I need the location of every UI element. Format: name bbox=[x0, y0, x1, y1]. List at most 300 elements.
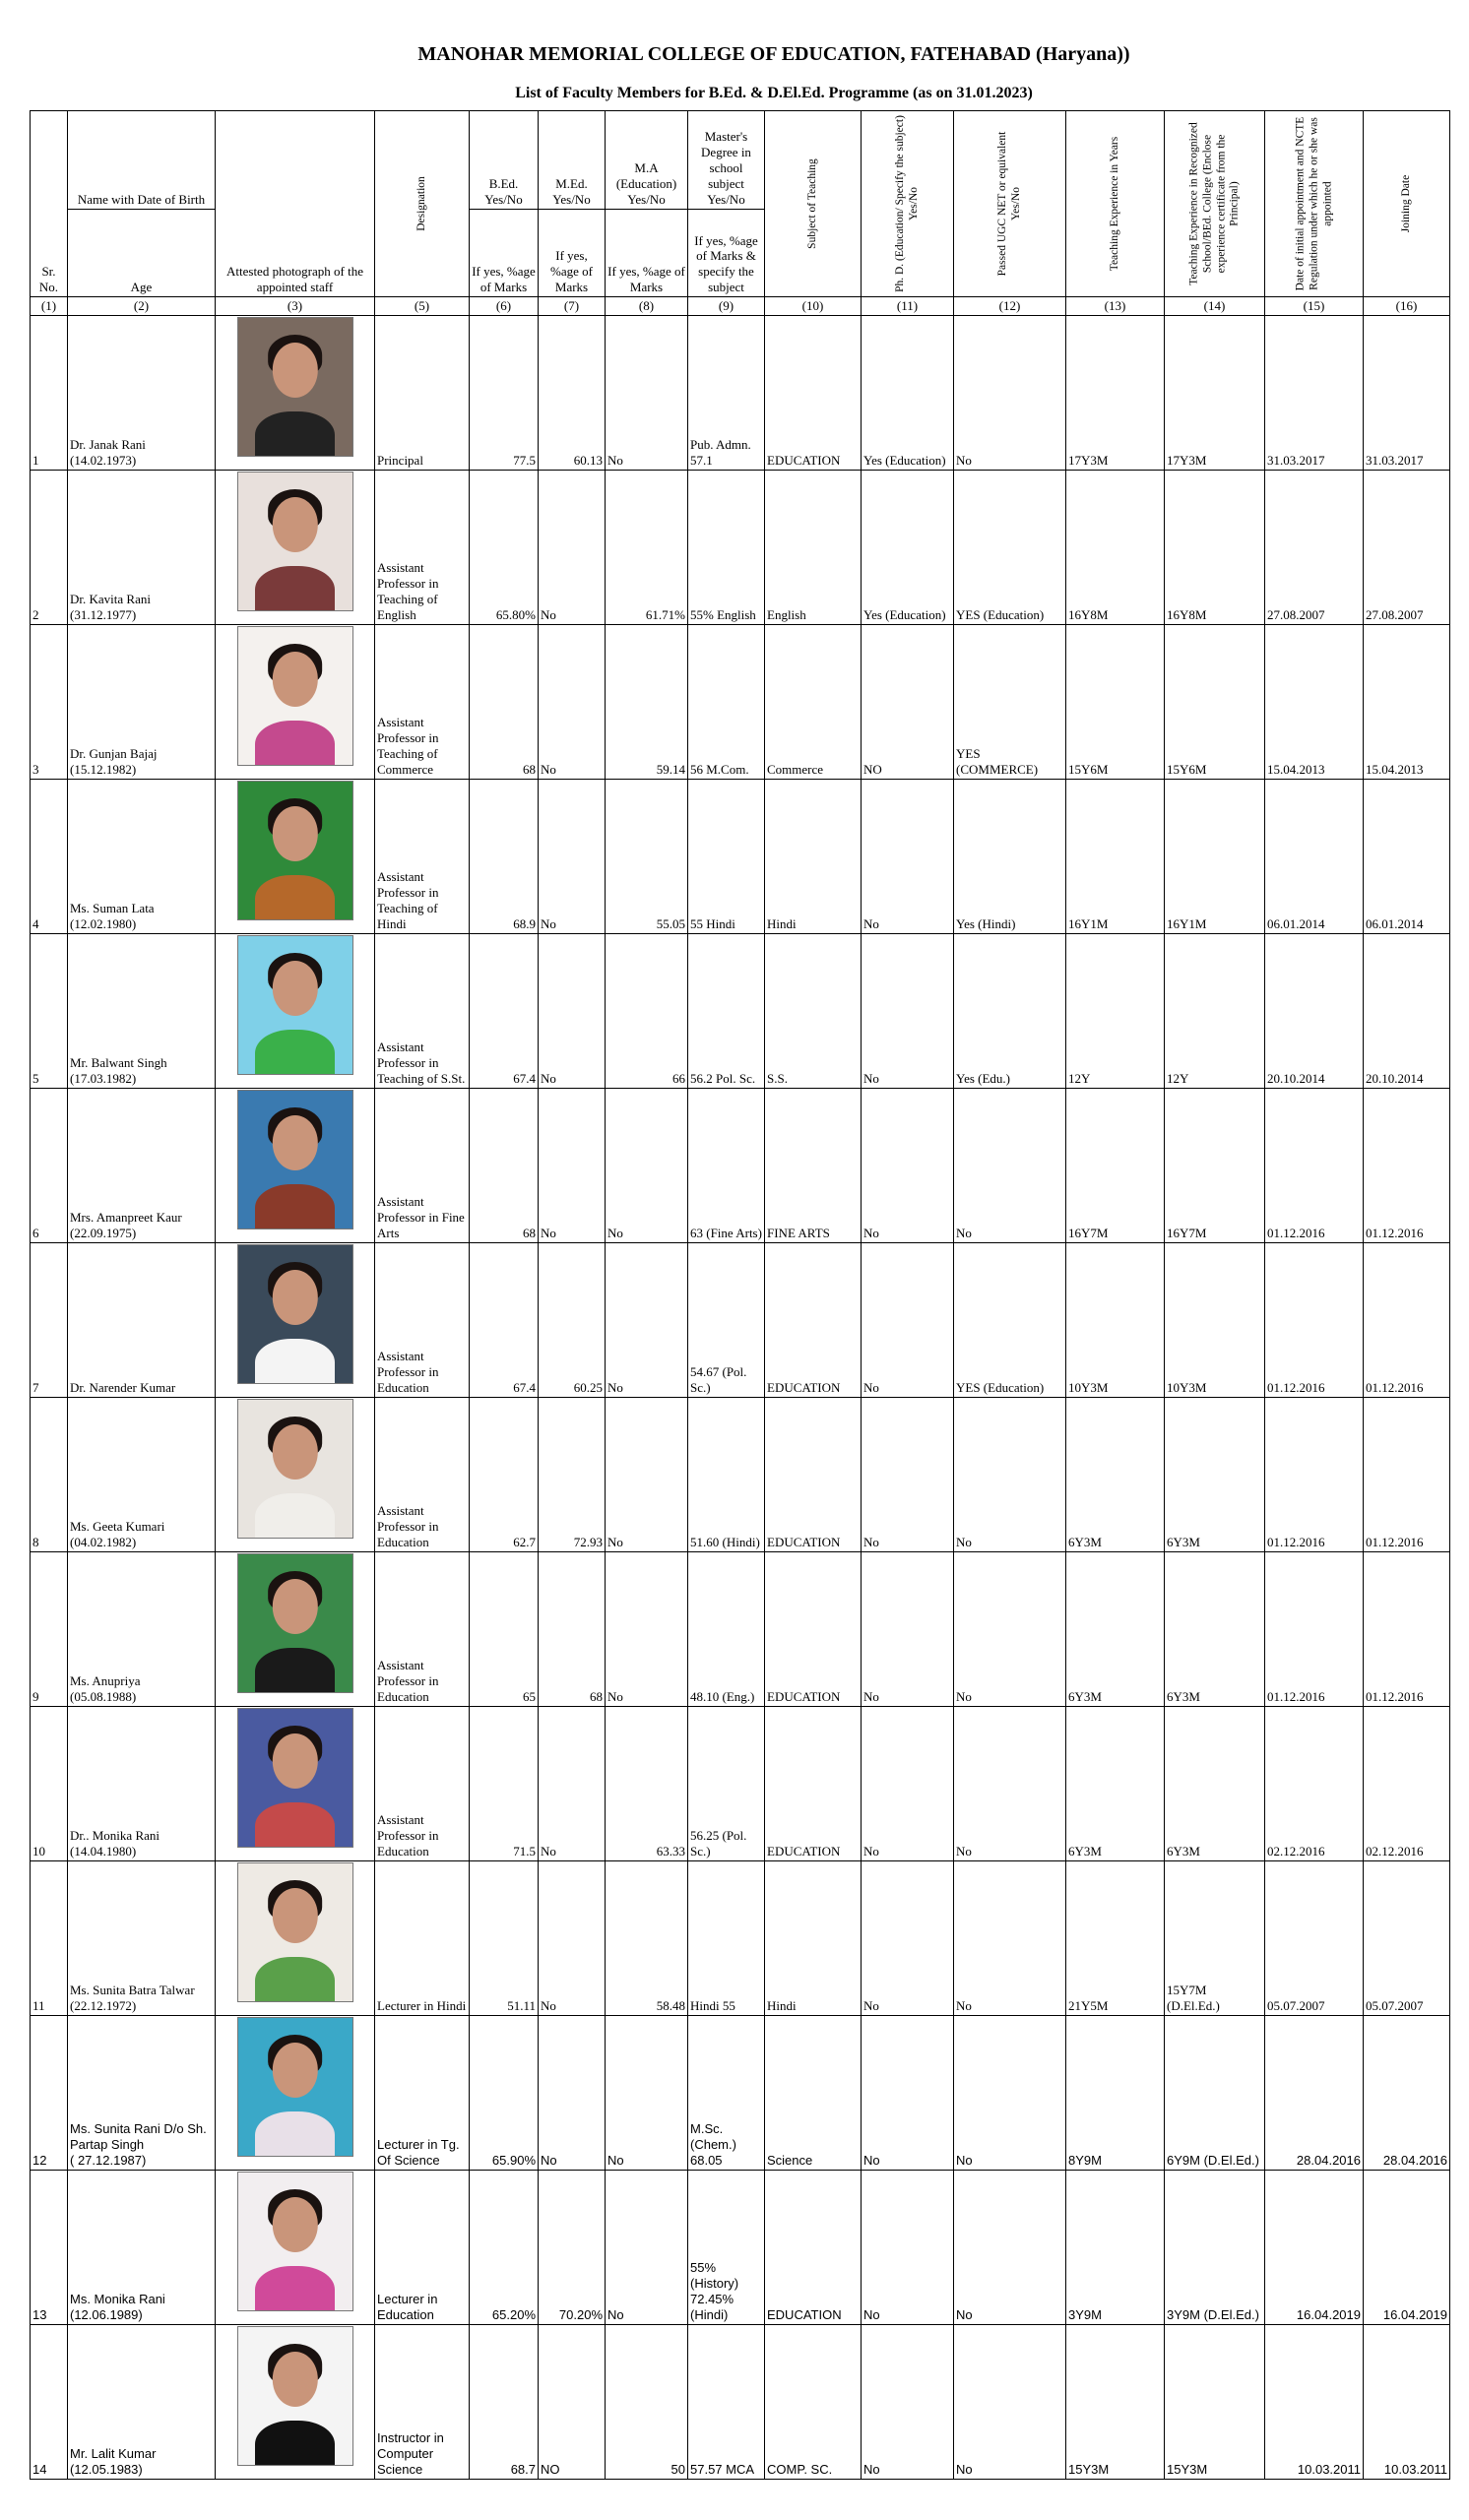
joining-date: 06.01.2014 bbox=[1364, 779, 1450, 933]
column-number: (2) bbox=[68, 297, 216, 316]
column-number: (1) bbox=[31, 297, 68, 316]
joining-date: 01.12.2016 bbox=[1364, 1242, 1450, 1397]
column-number: (6) bbox=[470, 297, 539, 316]
masters-degree: 57.57 MCA bbox=[688, 2324, 765, 2479]
staff-photo bbox=[237, 2326, 353, 2466]
table-row bbox=[31, 624, 1450, 779]
experience-school: 16Y8M bbox=[1165, 470, 1265, 624]
staff-dob: (15.12.1982) bbox=[70, 762, 137, 777]
joining-date: 01.12.2016 bbox=[1364, 1088, 1450, 1242]
experience-school: 6Y9M (D.El.Ed.) bbox=[1165, 2015, 1265, 2170]
staff-photo bbox=[237, 472, 353, 611]
joining-date: 27.08.2007 bbox=[1364, 470, 1450, 624]
staff-name-cell bbox=[68, 1706, 216, 1860]
photo-cell bbox=[216, 1551, 375, 1706]
photo-cell bbox=[216, 470, 375, 624]
staff-dob: (22.09.1975) bbox=[70, 1226, 137, 1240]
med-marks: No bbox=[539, 1706, 606, 1860]
table-row bbox=[31, 2015, 1450, 2170]
subject: English bbox=[765, 470, 862, 624]
photo-cell bbox=[216, 624, 375, 779]
staff-dob: (14.02.1973) bbox=[70, 453, 137, 468]
med-marks: NO bbox=[539, 2324, 606, 2479]
med-marks: No bbox=[539, 933, 606, 1088]
column-number: (16) bbox=[1364, 297, 1450, 316]
header-subject: Subject of Teaching bbox=[765, 111, 862, 297]
bed-marks: 65 bbox=[470, 1551, 539, 1706]
masters-degree: Pub. Admn. 57.1 bbox=[688, 315, 765, 470]
initial-appointment: 20.10.2014 bbox=[1265, 933, 1364, 1088]
experience: 21Y5M bbox=[1066, 1860, 1165, 2015]
bed-marks: 65.20% bbox=[470, 2170, 539, 2324]
page-title: MANOHAR MEMORIAL COLLEGE OF EDUCATION, FATEHABAD (Haryana)) bbox=[417, 43, 1130, 65]
sr-number: 12 bbox=[31, 2015, 68, 2170]
staff-name: Dr. Janak Rani bbox=[70, 437, 146, 453]
med-marks: No bbox=[539, 779, 606, 933]
table-row bbox=[31, 779, 1450, 933]
phd: Yes (Education) bbox=[862, 315, 954, 470]
header-masters: Master's Degree in school subject Yes/No bbox=[688, 111, 765, 210]
sr-number: 8 bbox=[31, 1397, 68, 1551]
masters-degree: 56.2 Pol. Sc. bbox=[688, 933, 765, 1088]
staff-name: Ms. Anupriya bbox=[70, 1673, 141, 1689]
sr-number: 13 bbox=[31, 2170, 68, 2324]
table-row bbox=[31, 2324, 1450, 2479]
experience-school: 15Y3M bbox=[1165, 2324, 1265, 2479]
designation: Assistant Professor in Teaching of S.St. bbox=[375, 933, 470, 1088]
sr-number: 3 bbox=[31, 624, 68, 779]
subject: EDUCATION bbox=[765, 1397, 862, 1551]
phd: No bbox=[862, 2324, 954, 2479]
designation: Instructor in Computer Science bbox=[375, 2324, 470, 2479]
column-number: (12) bbox=[954, 297, 1066, 316]
experience-school: 6Y3M bbox=[1165, 1397, 1265, 1551]
staff-photo bbox=[237, 2017, 353, 2157]
staff-name: Ms. Sunita Batra Talwar bbox=[70, 1983, 195, 1998]
staff-name: Mr. Lalit Kumar bbox=[70, 2446, 157, 2462]
staff-dob: (22.12.1972) bbox=[70, 1998, 137, 2013]
net: YES (Education) bbox=[954, 470, 1066, 624]
subject: EDUCATION bbox=[765, 1706, 862, 1860]
designation: Assistant Professor in Teaching of English bbox=[375, 470, 470, 624]
net: No bbox=[954, 1088, 1066, 1242]
photo-cell bbox=[216, 1242, 375, 1397]
ma-marks: 63.33 bbox=[606, 1706, 688, 1860]
phd: No bbox=[862, 1397, 954, 1551]
designation: Assistant Professor in Education bbox=[375, 1397, 470, 1551]
sr-number: 2 bbox=[31, 470, 68, 624]
experience: 3Y9M bbox=[1066, 2170, 1165, 2324]
masters-degree: M.Sc. (Chem.) 68.05 bbox=[688, 2015, 765, 2170]
header-net: Passed UGC NET or equivalent Yes/No bbox=[954, 111, 1066, 297]
subject: Hindi bbox=[765, 1860, 862, 2015]
med-marks: 68 bbox=[539, 1551, 606, 1706]
designation: Principal bbox=[375, 315, 470, 470]
experience: 17Y3M bbox=[1066, 315, 1165, 470]
ma-marks: No bbox=[606, 1551, 688, 1706]
bed-marks: 65.90% bbox=[470, 2015, 539, 2170]
med-marks: 60.25 bbox=[539, 1242, 606, 1397]
med-marks: 70.20% bbox=[539, 2170, 606, 2324]
net: No bbox=[954, 1551, 1066, 1706]
header-ma-sub: If yes, %age of Marks bbox=[606, 209, 688, 296]
ma-marks: No bbox=[606, 1088, 688, 1242]
staff-name: Dr.. Monika Rani bbox=[70, 1828, 160, 1844]
initial-appointment: 16.04.2019 bbox=[1265, 2170, 1364, 2324]
designation: Lecturer in Tg. Of Science bbox=[375, 2015, 470, 2170]
staff-name-cell bbox=[68, 779, 216, 933]
sr-number: 5 bbox=[31, 933, 68, 1088]
net: Yes (Edu.) bbox=[954, 933, 1066, 1088]
initial-appointment: 01.12.2016 bbox=[1265, 1551, 1364, 1706]
ma-marks: 55.05 bbox=[606, 779, 688, 933]
joining-date: 20.10.2014 bbox=[1364, 933, 1450, 1088]
staff-photo bbox=[237, 1244, 353, 1384]
sr-number: 9 bbox=[31, 1551, 68, 1706]
masters-degree: 63 (Fine Arts) bbox=[688, 1088, 765, 1242]
header-med: M.Ed. Yes/No bbox=[539, 111, 606, 210]
header-phd: Ph. D. (Education/ Specify the subject) Yes/No bbox=[862, 111, 954, 297]
net: YES (COMMERCE) bbox=[954, 624, 1066, 779]
staff-photo bbox=[237, 1553, 353, 1693]
joining-date: 16.04.2019 bbox=[1364, 2170, 1450, 2324]
sr-number: 1 bbox=[31, 315, 68, 470]
column-number: (9) bbox=[688, 297, 765, 316]
ma-marks: No bbox=[606, 1242, 688, 1397]
subject: COMP. SC. bbox=[765, 2324, 862, 2479]
initial-appointment: 10.03.2011 bbox=[1265, 2324, 1364, 2479]
photo-cell bbox=[216, 1397, 375, 1551]
table-row bbox=[31, 1242, 1450, 1397]
phd: No bbox=[862, 1088, 954, 1242]
header-bed: B.Ed. Yes/No bbox=[470, 111, 539, 210]
table-row bbox=[31, 1860, 1450, 2015]
staff-dob: (12.06.1989) bbox=[70, 2307, 143, 2322]
subject: Commerce bbox=[765, 624, 862, 779]
staff-name: Ms. Sunita Rani D/o Sh. Partap Singh bbox=[70, 2121, 207, 2153]
column-number: (14) bbox=[1165, 297, 1265, 316]
staff-name-cell bbox=[68, 624, 216, 779]
experience: 16Y1M bbox=[1066, 779, 1165, 933]
ma-marks: No bbox=[606, 315, 688, 470]
header-exp: Teaching Experience in Years bbox=[1066, 111, 1165, 297]
experience-school: 3Y9M (D.El.Ed.) bbox=[1165, 2170, 1265, 2324]
masters-degree: 51.60 (Hindi) bbox=[688, 1397, 765, 1551]
column-number: (7) bbox=[539, 297, 606, 316]
staff-photo bbox=[237, 1862, 353, 2002]
masters-degree: 55% English bbox=[688, 470, 765, 624]
net: Yes (Hindi) bbox=[954, 779, 1066, 933]
staff-name-cell bbox=[68, 933, 216, 1088]
phd: No bbox=[862, 2170, 954, 2324]
med-marks: No bbox=[539, 2015, 606, 2170]
header-sr: Sr. No. bbox=[31, 111, 68, 297]
phd: No bbox=[862, 933, 954, 1088]
initial-appointment: 05.07.2007 bbox=[1265, 1860, 1364, 2015]
med-marks: No bbox=[539, 1860, 606, 2015]
header-initial: Date of initial appointment and NCTE Regulation under which he or she was appointed bbox=[1265, 111, 1364, 297]
initial-appointment: 01.12.2016 bbox=[1265, 1088, 1364, 1242]
initial-appointment: 15.04.2013 bbox=[1265, 624, 1364, 779]
bed-marks: 68.9 bbox=[470, 779, 539, 933]
experience-school: 6Y3M bbox=[1165, 1706, 1265, 1860]
bed-marks: 65.80% bbox=[470, 470, 539, 624]
net: No bbox=[954, 2324, 1066, 2479]
header-bed-sub: If yes, %age of Marks bbox=[470, 209, 539, 296]
experience-school: 16Y7M bbox=[1165, 1088, 1265, 1242]
staff-name: Ms. Geeta Kumari bbox=[70, 1519, 165, 1535]
subject: EDUCATION bbox=[765, 1551, 862, 1706]
joining-date: 01.12.2016 bbox=[1364, 1551, 1450, 1706]
designation: Assistant Professor in Education bbox=[375, 1551, 470, 1706]
experience: 6Y3M bbox=[1066, 1706, 1165, 1860]
staff-dob: (05.08.1988) bbox=[70, 1689, 137, 1704]
table-row bbox=[31, 1397, 1450, 1551]
staff-name: Dr. Gunjan Bajaj bbox=[70, 746, 158, 762]
staff-photo bbox=[237, 317, 353, 457]
sr-number: 14 bbox=[31, 2324, 68, 2479]
staff-name-cell bbox=[68, 1397, 216, 1551]
bed-marks: 67.4 bbox=[470, 1242, 539, 1397]
staff-photo bbox=[237, 626, 353, 766]
table-row bbox=[31, 2170, 1450, 2324]
staff-photo bbox=[237, 2172, 353, 2311]
experience-school: 15Y7M (D.El.Ed.) bbox=[1165, 1860, 1265, 2015]
bed-marks: 62.7 bbox=[470, 1397, 539, 1551]
table-row bbox=[31, 1706, 1450, 1860]
column-number: (10) bbox=[765, 297, 862, 316]
sr-number: 10 bbox=[31, 1706, 68, 1860]
bed-marks: 68 bbox=[470, 1088, 539, 1242]
experience: 16Y8M bbox=[1066, 470, 1165, 624]
staff-name-cell bbox=[68, 315, 216, 470]
designation: Assistant Professor in Education bbox=[375, 1242, 470, 1397]
table-row bbox=[31, 1088, 1450, 1242]
header-joining: Joining Date bbox=[1364, 111, 1450, 297]
initial-appointment: 01.12.2016 bbox=[1265, 1397, 1364, 1551]
ma-marks: No bbox=[606, 2015, 688, 2170]
staff-name-cell bbox=[68, 1242, 216, 1397]
staff-photo bbox=[237, 1090, 353, 1229]
experience-school: 15Y6M bbox=[1165, 624, 1265, 779]
experience: 16Y7M bbox=[1066, 1088, 1165, 1242]
column-number-row bbox=[31, 297, 1450, 316]
staff-dob: (12.05.1983) bbox=[70, 2462, 143, 2477]
header-designation: Designation bbox=[375, 111, 470, 297]
med-marks: No bbox=[539, 624, 606, 779]
experience: 6Y3M bbox=[1066, 1551, 1165, 1706]
staff-name: Ms. Monika Rani bbox=[70, 2292, 165, 2307]
joining-date: 02.12.2016 bbox=[1364, 1706, 1450, 1860]
experience-school: 6Y3M bbox=[1165, 1551, 1265, 1706]
header-masters-sub: If yes, %age of Marks & specify the subject bbox=[688, 209, 765, 296]
phd: No bbox=[862, 779, 954, 933]
column-number: (8) bbox=[606, 297, 688, 316]
photo-cell bbox=[216, 2170, 375, 2324]
photo-cell bbox=[216, 2015, 375, 2170]
net: No bbox=[954, 315, 1066, 470]
header-exp-school: Teaching Experience in Recognized School/BEd. College (Enclose experience certificate from the Principal) bbox=[1165, 111, 1265, 297]
masters-degree: 54.67 (Pol. Sc.) bbox=[688, 1242, 765, 1397]
staff-dob: (17.03.1982) bbox=[70, 1071, 137, 1086]
experience: 15Y3M bbox=[1066, 2324, 1165, 2479]
sr-number: 4 bbox=[31, 779, 68, 933]
sr-number: 7 bbox=[31, 1242, 68, 1397]
staff-name-cell bbox=[68, 1551, 216, 1706]
net: No bbox=[954, 1860, 1066, 2015]
experience: 10Y3M bbox=[1066, 1242, 1165, 1397]
staff-name: Ms. Suman Lata bbox=[70, 901, 155, 916]
table-row bbox=[31, 933, 1450, 1088]
table-row bbox=[31, 1551, 1450, 1706]
faculty-table bbox=[30, 110, 1450, 2480]
phd: No bbox=[862, 1860, 954, 2015]
phd: No bbox=[862, 1551, 954, 1706]
med-marks: No bbox=[539, 470, 606, 624]
med-marks: 60.13 bbox=[539, 315, 606, 470]
joining-date: 28.04.2016 bbox=[1364, 2015, 1450, 2170]
masters-degree: Hindi 55 bbox=[688, 1860, 765, 2015]
joining-date: 01.12.2016 bbox=[1364, 1397, 1450, 1551]
ma-marks: 61.71% bbox=[606, 470, 688, 624]
photo-cell bbox=[216, 779, 375, 933]
column-number: (11) bbox=[862, 297, 954, 316]
staff-name: Dr. Narender Kumar bbox=[70, 1380, 176, 1395]
initial-appointment: 27.08.2007 bbox=[1265, 470, 1364, 624]
experience: 8Y9M bbox=[1066, 2015, 1165, 2170]
ma-marks: 59.14 bbox=[606, 624, 688, 779]
experience: 12Y bbox=[1066, 933, 1165, 1088]
masters-degree: 56.25 (Pol. Sc.) bbox=[688, 1706, 765, 1860]
experience-school: 10Y3M bbox=[1165, 1242, 1265, 1397]
initial-appointment: 28.04.2016 bbox=[1265, 2015, 1364, 2170]
joining-date: 05.07.2007 bbox=[1364, 1860, 1450, 2015]
bed-marks: 77.5 bbox=[470, 315, 539, 470]
phd: No bbox=[862, 2015, 954, 2170]
table-row bbox=[31, 470, 1450, 624]
net: YES (Education) bbox=[954, 1242, 1066, 1397]
designation: Lecturer in Hindi bbox=[375, 1860, 470, 2015]
ma-marks: 50 bbox=[606, 2324, 688, 2479]
bed-marks: 68.7 bbox=[470, 2324, 539, 2479]
table-row bbox=[31, 315, 1450, 470]
designation: Assistant Professor in Teaching of Commerce bbox=[375, 624, 470, 779]
staff-name-cell bbox=[68, 2324, 216, 2479]
column-number: (3) bbox=[216, 297, 375, 316]
photo-cell bbox=[216, 1706, 375, 1860]
designation: Assistant Professor in Teaching of Hindi bbox=[375, 779, 470, 933]
experience-school: 17Y3M bbox=[1165, 315, 1265, 470]
experience: 15Y6M bbox=[1066, 624, 1165, 779]
med-marks: No bbox=[539, 1088, 606, 1242]
subject: S.S. bbox=[765, 933, 862, 1088]
initial-appointment: 01.12.2016 bbox=[1265, 1242, 1364, 1397]
staff-dob: (12.02.1980) bbox=[70, 916, 137, 931]
staff-dob: ( 27.12.1987) bbox=[70, 2153, 147, 2168]
phd: No bbox=[862, 1706, 954, 1860]
subject: EDUCATION bbox=[765, 2170, 862, 2324]
staff-name-cell bbox=[68, 1860, 216, 2015]
joining-date: 10.03.2011 bbox=[1364, 2324, 1450, 2479]
sr-number: 6 bbox=[31, 1088, 68, 1242]
initial-appointment: 02.12.2016 bbox=[1265, 1706, 1364, 1860]
net: No bbox=[954, 2170, 1066, 2324]
staff-photo bbox=[237, 781, 353, 920]
masters-degree: 56 M.Com. bbox=[688, 624, 765, 779]
med-marks: 72.93 bbox=[539, 1397, 606, 1551]
staff-name: Dr. Kavita Rani bbox=[70, 592, 151, 607]
phd: NO bbox=[862, 624, 954, 779]
bed-marks: 51.11 bbox=[470, 1860, 539, 2015]
header-photo: Attested photograph of the appointed staff bbox=[216, 111, 375, 297]
staff-name: Mr. Balwant Singh bbox=[70, 1055, 167, 1071]
column-number: (13) bbox=[1066, 297, 1165, 316]
masters-degree: 55% (History) 72.45% (Hindi) bbox=[688, 2170, 765, 2324]
subject: EDUCATION bbox=[765, 315, 862, 470]
staff-photo bbox=[237, 935, 353, 1075]
initial-appointment: 06.01.2014 bbox=[1265, 779, 1364, 933]
net: No bbox=[954, 2015, 1066, 2170]
ma-marks: 66 bbox=[606, 933, 688, 1088]
staff-photo bbox=[237, 1708, 353, 1848]
column-number: (5) bbox=[375, 297, 470, 316]
staff-name-cell bbox=[68, 2015, 216, 2170]
staff-name: Mrs. Amanpreet Kaur bbox=[70, 1210, 182, 1226]
header-name: Name with Date of Birth bbox=[68, 111, 216, 210]
staff-dob: (04.02.1982) bbox=[70, 1535, 137, 1549]
subject: Hindi bbox=[765, 779, 862, 933]
phd: No bbox=[862, 1242, 954, 1397]
experience-school: 16Y1M bbox=[1165, 779, 1265, 933]
photo-cell bbox=[216, 2324, 375, 2479]
joining-date: 15.04.2013 bbox=[1364, 624, 1450, 779]
photo-cell bbox=[216, 933, 375, 1088]
initial-appointment: 31.03.2017 bbox=[1265, 315, 1364, 470]
ma-marks: No bbox=[606, 2170, 688, 2324]
bed-marks: 71.5 bbox=[470, 1706, 539, 1860]
photo-cell bbox=[216, 1088, 375, 1242]
sr-number: 11 bbox=[31, 1860, 68, 2015]
masters-degree: 55 Hindi bbox=[688, 779, 765, 933]
header-med-sub: If yes, %age of Marks bbox=[539, 209, 606, 296]
subject: FINE ARTS bbox=[765, 1088, 862, 1242]
joining-date: 31.03.2017 bbox=[1364, 315, 1450, 470]
page-subtitle: List of Faculty Members for B.Ed. & D.El.Ed. Programme (as on 31.01.2023) bbox=[515, 85, 1033, 101]
experience-school: 12Y bbox=[1165, 933, 1265, 1088]
net: No bbox=[954, 1397, 1066, 1551]
column-number: (15) bbox=[1265, 297, 1364, 316]
bed-marks: 67.4 bbox=[470, 933, 539, 1088]
bed-marks: 68 bbox=[470, 624, 539, 779]
staff-name-cell bbox=[68, 2170, 216, 2324]
designation: Lecturer in Education bbox=[375, 2170, 470, 2324]
staff-name-cell bbox=[68, 470, 216, 624]
header-age: Age bbox=[68, 209, 216, 296]
designation: Assistant Professor in Education bbox=[375, 1706, 470, 1860]
photo-cell bbox=[216, 315, 375, 470]
staff-dob: (31.12.1977) bbox=[70, 607, 137, 622]
subject: Science bbox=[765, 2015, 862, 2170]
staff-dob: (14.04.1980) bbox=[70, 1844, 137, 1858]
ma-marks: 58.48 bbox=[606, 1860, 688, 2015]
phd: Yes (Education) bbox=[862, 470, 954, 624]
staff-name-cell bbox=[68, 1088, 216, 1242]
subject: EDUCATION bbox=[765, 1242, 862, 1397]
ma-marks: No bbox=[606, 1397, 688, 1551]
net: No bbox=[954, 1706, 1066, 1860]
header-ma: M.A (Education) Yes/No bbox=[606, 111, 688, 210]
experience: 6Y3M bbox=[1066, 1397, 1165, 1551]
